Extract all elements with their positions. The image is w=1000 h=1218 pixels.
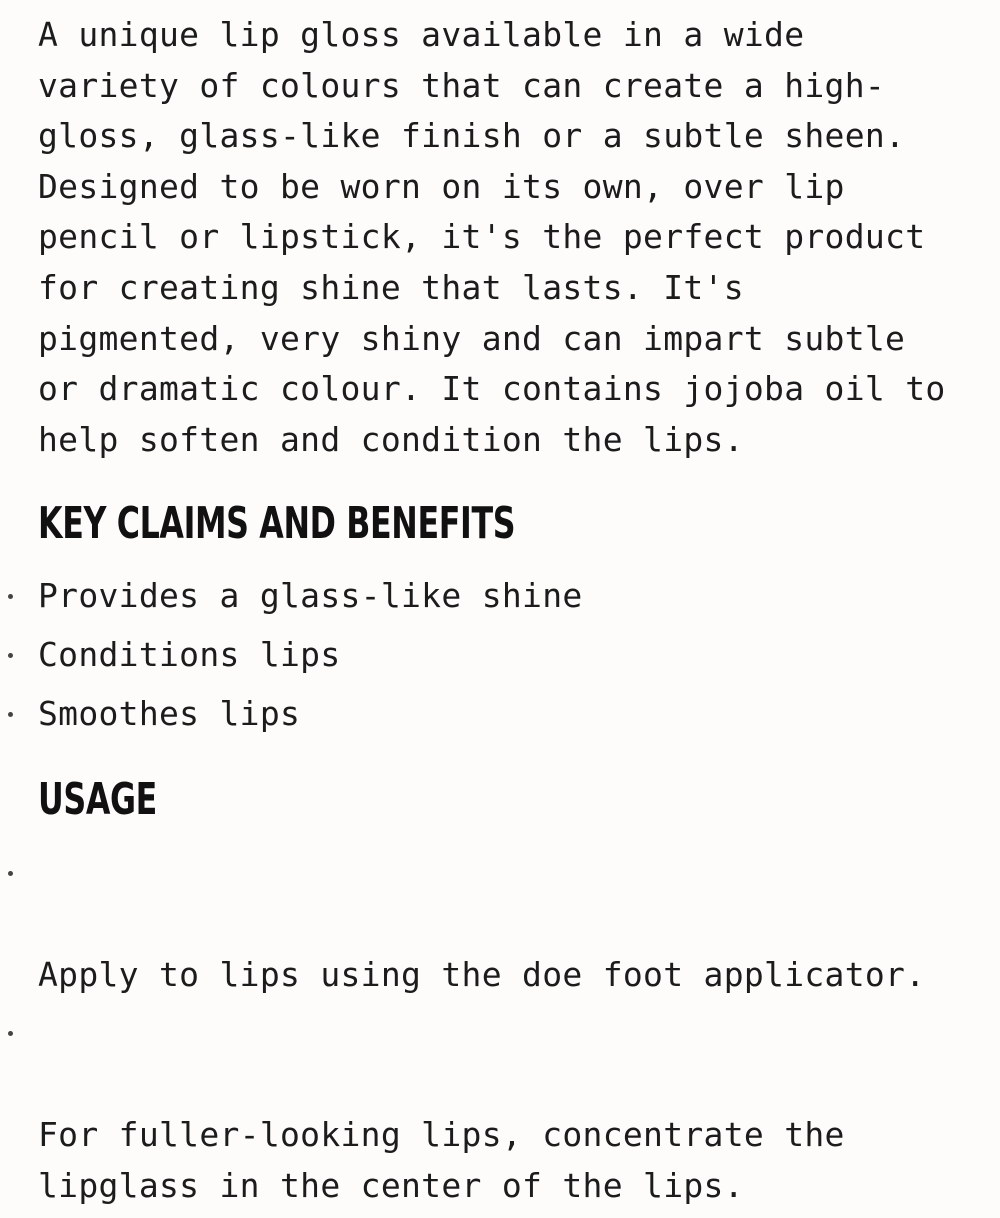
usage-text: For fuller-looking lips, concentrate the lipglass in the center of the lips.: [38, 1115, 845, 1205]
claim-text: Smoothes lips: [38, 694, 301, 733]
list-item: [0, 688, 1000, 747]
key-claims-list: [0, 570, 1000, 747]
list-item: [0, 570, 1000, 629]
usage-list: [0, 847, 1000, 1218]
bullet-dot-icon: [8, 594, 13, 599]
list-item: [0, 847, 1000, 1000]
bullet-dot-icon: [8, 653, 13, 658]
product-description: A unique lip gloss available in a wide variety of colours that can create a high- gloss, glass-like finish or a subtle sheen. Designed to be worn on its own, over lip pencil or lipstick, it's the perfect product for creating shine that lasts. It's pigmented, very shiny and can impart subtle or dramatic colour. It contains jojoba oil to help soften and condition the lips.: [38, 15, 946, 459]
claim-text: Provides a glass-like shine: [38, 576, 583, 615]
key-claims-heading: KEY CLAIMS AND BENEFITS: [38, 498, 516, 549]
list-item: [0, 1007, 1000, 1211]
bullet-dot-icon: [8, 1031, 13, 1036]
bullet-dot-icon: [8, 871, 13, 876]
usage-text: Apply to lips using the doe foot applicator.: [38, 955, 926, 994]
claim-text: Conditions lips: [38, 635, 341, 674]
bullet-dot-icon: [8, 712, 13, 717]
usage-heading: USAGE: [38, 774, 157, 825]
list-item: [0, 629, 1000, 688]
